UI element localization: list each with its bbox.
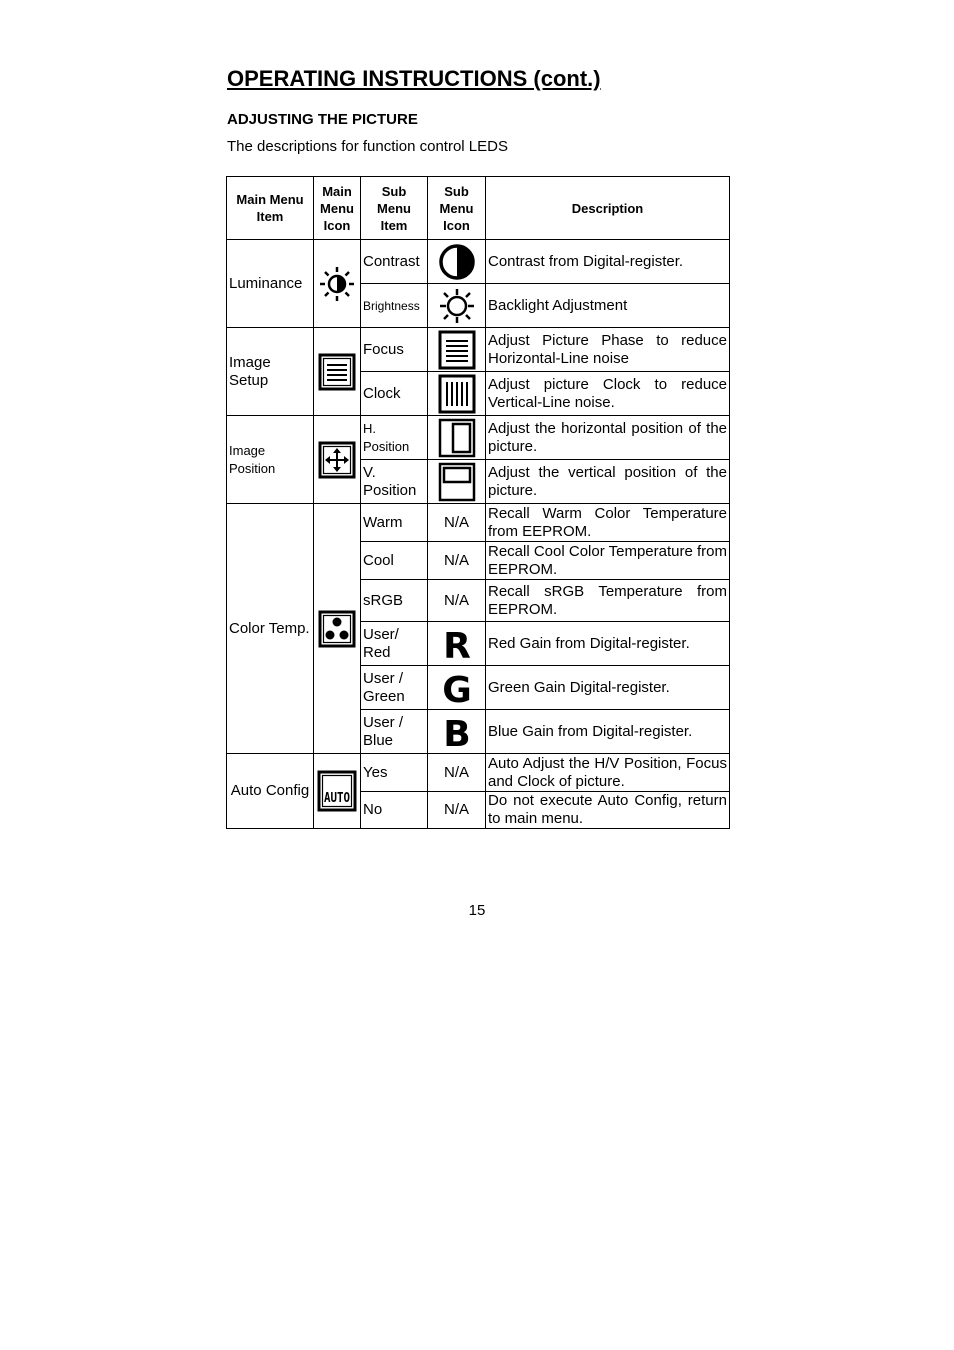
sub-item-clock: Clock bbox=[361, 372, 428, 416]
color-temp-icon bbox=[314, 504, 361, 754]
sub-icon-cool: N/A bbox=[428, 542, 486, 580]
sub-item-user-red: User/ Red bbox=[361, 622, 428, 666]
table-row bbox=[227, 416, 730, 460]
description-contrast: Contrast from Digital-register. bbox=[486, 240, 730, 284]
table-row bbox=[227, 504, 730, 542]
header-description: Description bbox=[486, 177, 730, 240]
description-v-position: Adjust the vertical position of the picture. bbox=[486, 460, 730, 504]
svg-text:AUTO: AUTO bbox=[324, 791, 351, 806]
description-user-green: Green Gain Digital-register. bbox=[486, 666, 730, 710]
sub-item-brightness: Brightness bbox=[361, 284, 428, 328]
red-r-icon bbox=[428, 622, 486, 666]
page-number: 15 bbox=[468, 902, 486, 919]
description-no: Do not execute Auto Config, return to main menu. bbox=[486, 792, 730, 829]
description-yes: Auto Adjust the H/V Position, Focus and Clock of picture. bbox=[486, 754, 730, 792]
table-row bbox=[227, 328, 730, 372]
svg-text:G: G bbox=[441, 669, 472, 706]
v-position-icon bbox=[428, 460, 486, 504]
main-item-image-setup: Image Setup bbox=[227, 328, 314, 416]
table-row bbox=[227, 754, 730, 792]
sub-item-focus: Focus bbox=[361, 328, 428, 372]
h-position-icon bbox=[428, 416, 486, 460]
blue-b-icon bbox=[428, 710, 486, 754]
section-title: ADJUSTING THE PICTURE bbox=[227, 111, 418, 128]
sub-item-cool: Cool bbox=[361, 542, 428, 580]
description-warm: Recall Warm Color Temperature from EEPROM. bbox=[486, 504, 730, 542]
header-sub-menu-icon: Sub Menu Icon bbox=[428, 177, 486, 240]
sub-icon-srgb: N/A bbox=[428, 580, 486, 622]
main-item-auto-config: Auto Config bbox=[227, 754, 314, 829]
sub-item-yes: Yes bbox=[361, 754, 428, 792]
sub-item-srgb: sRGB bbox=[361, 580, 428, 622]
sub-item-no: No bbox=[361, 792, 428, 829]
sub-item-v-position: V. Position bbox=[361, 460, 428, 504]
sub-icon-warm: N/A bbox=[428, 504, 486, 542]
header-main-menu-icon: Main Menu Icon bbox=[314, 177, 361, 240]
main-item-image-position: Image Position bbox=[227, 416, 314, 504]
sub-item-contrast: Contrast bbox=[361, 240, 428, 284]
table-header-row bbox=[227, 177, 730, 240]
auto-config-icon bbox=[314, 754, 361, 829]
page-title: OPERATING INSTRUCTIONS (cont.) bbox=[227, 66, 601, 91]
green-g-icon bbox=[428, 666, 486, 710]
description-user-blue: Blue Gain from Digital-register. bbox=[486, 710, 730, 754]
svg-text:R: R bbox=[442, 625, 471, 662]
sub-item-h-position: H. Position bbox=[361, 416, 428, 460]
sub-icon-no: N/A bbox=[428, 792, 486, 829]
svg-text:B: B bbox=[442, 713, 471, 750]
clock-icon bbox=[428, 372, 486, 416]
brightness-icon bbox=[428, 284, 486, 328]
image-setup-icon bbox=[314, 328, 361, 416]
description-brightness: Backlight Adjustment bbox=[486, 284, 730, 328]
intro-text: The descriptions for function control LEDS bbox=[227, 138, 508, 155]
header-sub-menu-item: Sub Menu Item bbox=[361, 177, 428, 240]
sub-icon-yes: N/A bbox=[428, 754, 486, 792]
image-position-icon bbox=[314, 416, 361, 504]
header-main-menu-item: Main Menu Item bbox=[227, 177, 314, 240]
main-item-color-temp: Color Temp. bbox=[227, 504, 314, 754]
description-cool: Recall Cool Color Temperature from EEPROM. bbox=[486, 542, 730, 580]
table-row bbox=[227, 240, 730, 284]
sub-item-warm: Warm bbox=[361, 504, 428, 542]
description-srgb: Recall sRGB Temperature from EEPROM. bbox=[486, 580, 730, 622]
description-clock: Adjust picture Clock to reduce Vertical-Line noise. bbox=[486, 372, 730, 416]
function-table bbox=[226, 176, 730, 829]
luminance-icon bbox=[314, 240, 361, 328]
description-user-red: Red Gain from Digital-register. bbox=[486, 622, 730, 666]
main-item-luminance: Luminance bbox=[227, 240, 314, 328]
contrast-icon bbox=[428, 240, 486, 284]
description-focus: Adjust Picture Phase to reduce Horizontal-Line noise bbox=[486, 328, 730, 372]
description-h-position: Adjust the horizontal position of the picture. bbox=[486, 416, 730, 460]
focus-icon bbox=[428, 328, 486, 372]
sub-item-user-blue: User / Blue bbox=[361, 710, 428, 754]
sub-item-user-green: User / Green bbox=[361, 666, 428, 710]
